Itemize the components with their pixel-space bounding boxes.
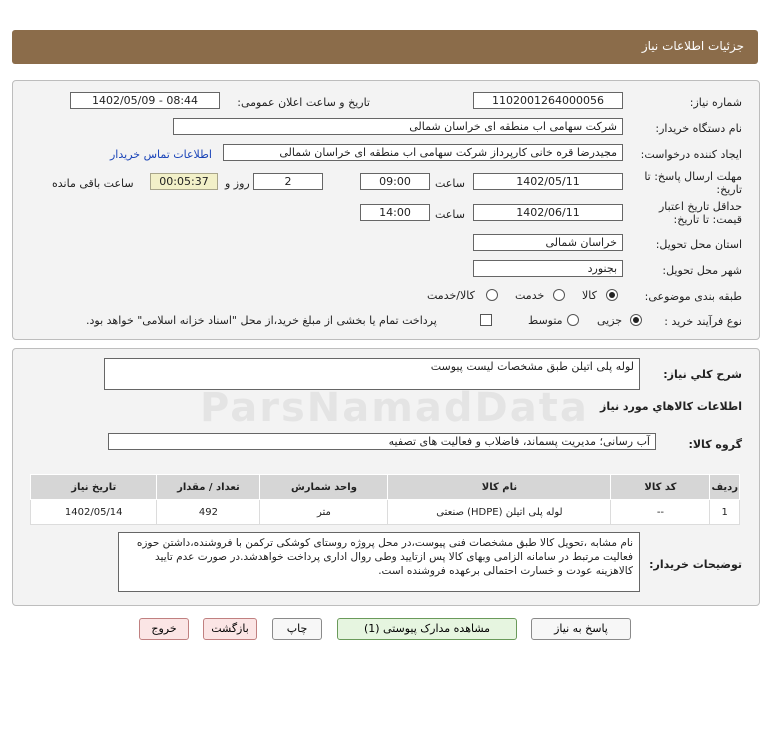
back-button[interactable]: بازگشت: [203, 618, 257, 640]
col-row: ردیف: [710, 475, 740, 500]
col-name: نام کالا: [388, 475, 611, 500]
cell-date: 1402/05/14: [31, 500, 157, 525]
remaining-time-field: 00:05:37: [150, 173, 218, 190]
page-title: جزئیات اطلاعات نیاز: [641, 39, 744, 53]
remaining-label: ساعت باقی مانده: [52, 177, 134, 190]
city-label: شهر محل تحویل:: [662, 264, 742, 277]
city-field: بجنورد: [473, 260, 623, 277]
cell-qty: 492: [157, 500, 260, 525]
cell-row: 1: [710, 500, 740, 525]
category-radio-service[interactable]: [553, 289, 565, 301]
exit-button[interactable]: خروج: [139, 618, 189, 640]
attachments-button[interactable]: مشاهده مدارک پیوستی (1): [337, 618, 517, 640]
process-radio-medium[interactable]: [567, 314, 579, 326]
buyer-contact-link[interactable]: اطلاعات تماس خریدار: [110, 148, 212, 161]
treasury-payment-checkbox[interactable]: [480, 314, 492, 326]
summary-label: شرح کلي نياز:: [663, 368, 742, 381]
validity-date-field: 1402/06/11: [473, 204, 623, 221]
days-label: روز و: [225, 177, 250, 190]
category-option-goods: کالا: [582, 289, 597, 302]
deadline-time-label: ساعت: [435, 177, 465, 190]
print-button[interactable]: چاپ: [272, 618, 322, 640]
province-label: استان محل تحویل:: [655, 238, 742, 251]
cell-code: --: [611, 500, 710, 525]
announce-field: 1402/05/09 - 08:44: [70, 92, 220, 109]
goods-table: [30, 474, 740, 525]
deadline-label: مهلت ارسال پاسخ: تا تاریخ:: [644, 170, 742, 196]
reply-button[interactable]: پاسخ به نیاز: [531, 618, 631, 640]
goods-info-title: اطلاعات کالاهاي مورد نياز: [600, 400, 742, 413]
process-option-medium: متوسط: [528, 314, 563, 327]
category-option-goods-service: کالا/خدمت: [427, 289, 475, 302]
buyer-org-field: شرکت سهامی اب منطقه ای خراسان شمالی: [173, 118, 623, 135]
page-header: [12, 30, 758, 64]
announce-label: تاریخ و ساعت اعلان عمومی:: [237, 96, 370, 109]
requester-label: ایجاد کننده درخواست:: [640, 148, 742, 161]
goods-group-label: گروه کالا:: [688, 438, 742, 451]
col-date: تاریخ نیاز: [31, 475, 157, 500]
need-number-label: شماره نیاز:: [689, 96, 742, 109]
buyer-notes-field: نام مشابه ،تحویل کالا طبق مشخصات فنی پیوست،در محل پروژه روستای کوشکی ترکمن با فروشنده،داشتن حوزه فعالیت مرتبط در سامانه الزامی وبهای کالا پس ازتایید وطی روال اداری پرداخت خواهدشد.در صورت عدم تایید کالاهزینه عودت و خسارت احتمالی برعهده فروشنده است.: [118, 532, 640, 592]
validity-time-label: ساعت: [435, 208, 465, 221]
category-label: طبقه بندی موضوعی:: [644, 290, 742, 303]
process-label: نوع فرآیند خرید :: [664, 315, 742, 328]
category-radio-goods[interactable]: [606, 289, 618, 301]
deadline-time-field: 09:00: [360, 173, 430, 190]
col-qty: تعداد / مقدار: [157, 475, 260, 500]
days-field: 2: [253, 173, 323, 190]
buyer-org-label: نام دستگاه خریدار:: [655, 122, 742, 135]
cell-unit: متر: [260, 500, 388, 525]
validity-time-field: 14:00: [360, 204, 430, 221]
summary-field: لوله پلی اتیلن طبق مشخصات لیست پیوست: [104, 358, 640, 390]
col-code: کد کالا: [611, 475, 710, 500]
need-number-field: 1102001264000056: [473, 92, 623, 109]
process-radio-minor[interactable]: [630, 314, 642, 326]
category-radio-goods-service[interactable]: [486, 289, 498, 301]
process-option-minor: جزیی: [597, 314, 623, 327]
col-unit: واحد شمارش: [260, 475, 388, 500]
province-field: خراسان شمالی: [473, 234, 623, 251]
buyer-notes-label: توضیحات خریدار:: [649, 558, 742, 571]
goods-group-field: آب رسانی؛ مدیریت پسماند، فاضلاب و فعالیت های تصفیه: [108, 433, 656, 450]
treasury-payment-note: پرداخت تمام یا بخشی از مبلغ خرید،از محل "اسناد خزانه اسلامی" خواهد بود.: [86, 314, 437, 327]
validity-label: حداقل تاریخ اعتبار قیمت: تا تاریخ:: [658, 200, 742, 226]
requester-field: مجیدرضا قره خانی کارپرداز شرکت سهامی اب منطقه ای خراسان شمالی: [223, 144, 623, 161]
goods-table-header: [31, 475, 740, 500]
category-option-service: خدمت: [515, 289, 545, 302]
deadline-date-field: 1402/05/11: [473, 173, 623, 190]
table-row: [31, 500, 740, 525]
cell-name: لوله پلی اتیلن (HDPE) صنعتی: [388, 500, 611, 525]
